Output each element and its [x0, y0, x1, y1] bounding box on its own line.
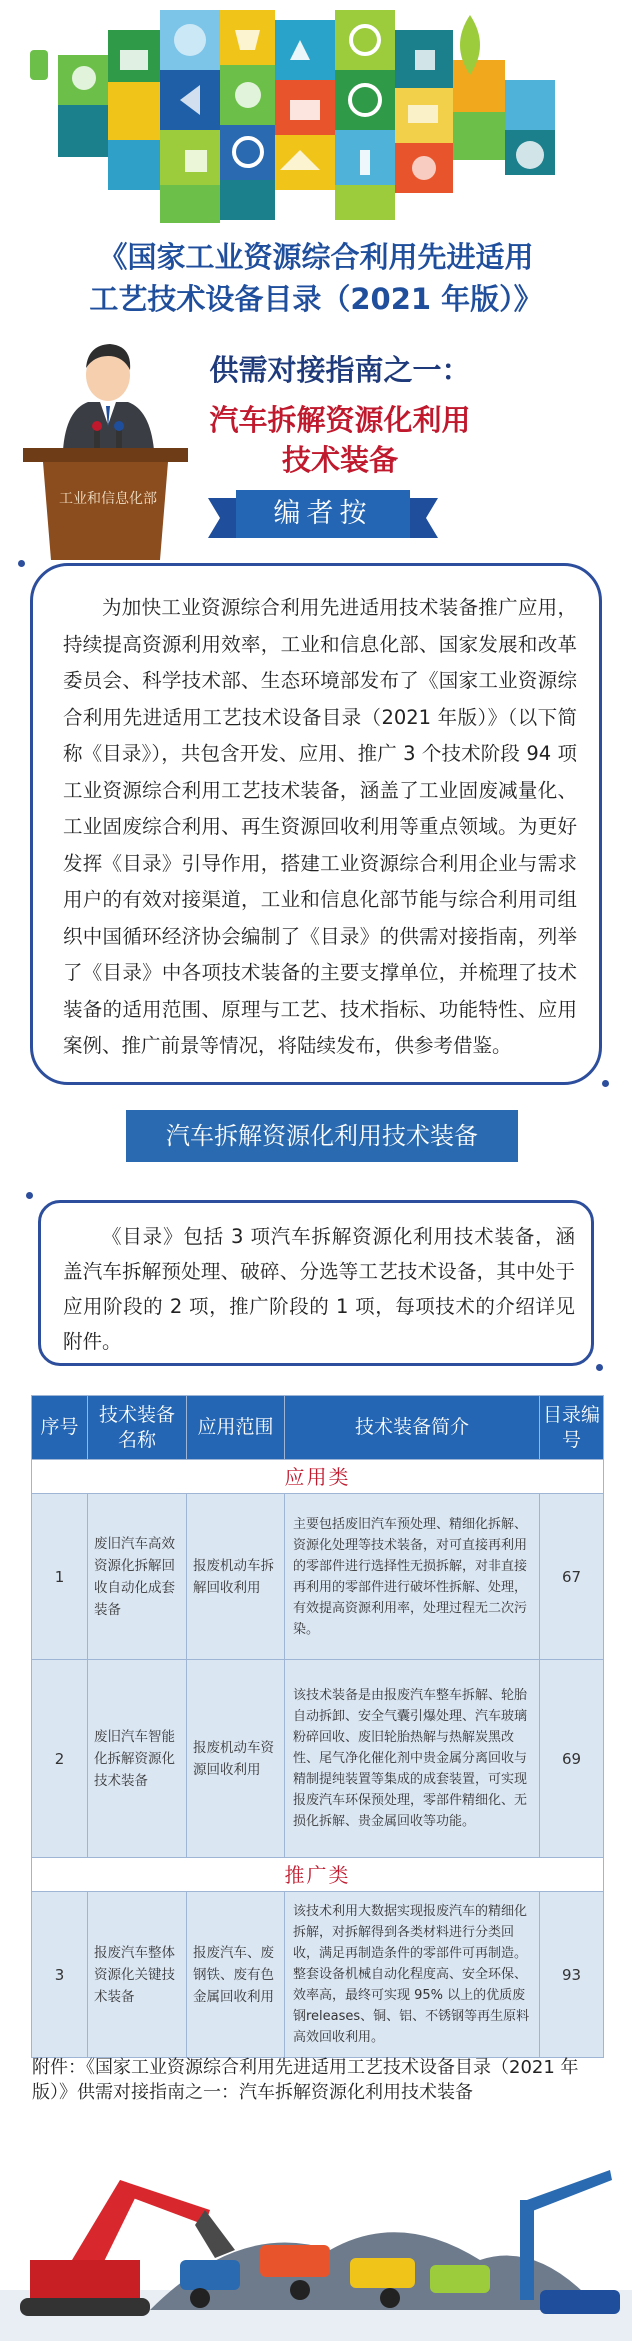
- row-desc: 主要包括废旧汽车预处理、精细化拆解、资源化处理等技术装备，对可直接再利用的零部件进行选择性无损拆解，对非直接再利用的零部件进行破坏性拆解、处理，有效提高资源利用率，处理过程无二次污染。: [285, 1494, 540, 1660]
- intro-text: 《目录》包括 3 项汽车拆解资源化利用技术装备，涵盖汽车拆解预处理、破碎、分选等工艺技术设备，其中处于应用阶段的 2 项，推广阶段的 1 项，每项技术的介绍详见附件。: [63, 1225, 575, 1353]
- podium-label: 工业和信息化部: [59, 491, 157, 507]
- category-label: 应用类: [32, 1460, 604, 1494]
- table-row: [32, 1660, 604, 1858]
- header-code: 目录编号: [540, 1396, 604, 1460]
- row-code: 69: [540, 1660, 604, 1858]
- editor-note-label: 编者按: [273, 498, 373, 529]
- decor-dot: [602, 1080, 609, 1087]
- row-no: 1: [32, 1494, 88, 1660]
- decor-dot: [26, 1192, 33, 1199]
- row-name: 废旧汽车高效资源化拆解回收自动化成套装备: [88, 1494, 187, 1660]
- category-row: [32, 1460, 604, 1494]
- section-title: 汽车拆解资源化利用技术装备: [126, 1110, 518, 1162]
- document-title: [40, 236, 592, 320]
- row-scope: 报废汽车、废钢铁、废有色金属回收利用: [187, 1892, 285, 2058]
- row-no: 3: [32, 1892, 88, 2058]
- category-row: [32, 1858, 604, 1892]
- guide-subtitle: 供需对接指南之一：: [209, 353, 471, 387]
- attachment-note: 附件：《国家工业资源综合利用先进适用工艺技术设备目录（2021 年版）》供需对接指南之一：汽车拆解资源化利用技术装备: [32, 2057, 579, 2103]
- row-desc: 该技术装备是由报废汽车整车拆解、轮胎自动拆卸、安全气囊引爆处理、汽车玻璃粉碎回收、废旧轮胎热解与热解炭黑改性、尾气净化催化剂中贵金属分离回收与精制提纯装置等集成的成套装置，可实现报废汽车环保预处理，零部件精细化、无损化拆解、贵金属回收等功能。: [285, 1660, 540, 1858]
- title-line-1: 《国家工业资源综合利用先进适用: [98, 240, 534, 274]
- row-code: 67: [540, 1494, 604, 1660]
- row-scope: 报废机动车拆解回收利用: [187, 1494, 285, 1660]
- row-name: 报废汽车整体资源化关键技术装备: [88, 1892, 187, 2058]
- editor-note-box: [30, 563, 602, 1085]
- header-desc: 技术装备简介: [285, 1396, 540, 1460]
- row-code: 93: [540, 1892, 604, 2058]
- guide-topic: [190, 400, 490, 480]
- guide-topic-line-2: 技术装备: [281, 443, 398, 477]
- table-row: [32, 1892, 604, 2058]
- table-row: [32, 1494, 604, 1660]
- table-header-row: [32, 1396, 604, 1460]
- header-scope: 应用范围: [187, 1396, 285, 1460]
- row-scope: 报废机动车资源回收利用: [187, 1660, 285, 1858]
- header-name: 技术装备名称: [88, 1396, 187, 1460]
- row-name: 废旧汽车智能化拆解资源化技术装备: [88, 1660, 187, 1858]
- header-no: 序号: [32, 1396, 88, 1460]
- header-mosaic-illustration: [0, 0, 632, 230]
- intro-box: [38, 1200, 594, 1366]
- editor-note-text: 为加快工业资源综合利用先进适用技术装备推广应用，持续提高资源利用效率，工业和信息化部、国家发展和改革委员会、科学技术部、生态环境部发布了《国家工业资源综合利用先进适用工艺技术设备目录（2021 年版）》（以下简称《目录》），共包含开发、应用、推广 3 个技术阶段 94 项工业资源综合利用工艺技术装备，涵盖了工业固废减量化、工业固废综合利用、再生资源回收利用等重点领域。为更好发挥《目录》引导作用，搭建工业资源综合利用企业与需求用户的有效对接渠道，工业和信息化部节能与综合利用司组织中国循环经济协会编制了《目录》的供需对接指南，列举了《目录》中各项技术装备的主要支撑单位，并梳理了技术装备的适用范围、原理与工艺、技术指标、功能特性、应用案例、推广前景等情况，将陆续发布，供参考借鉴。: [63, 596, 577, 1057]
- decor-dot: [596, 1364, 603, 1371]
- speaker-podium-illustration: [18, 330, 193, 565]
- category-label: 推广类: [32, 1858, 604, 1892]
- tech-equipment-table: [31, 1395, 603, 2058]
- scrap-car-illustration: [0, 2140, 632, 2341]
- decor-dot: [18, 560, 25, 567]
- row-no: 2: [32, 1660, 88, 1858]
- row-desc: 该技术利用大数据实现报废汽车的精细化拆解，对拆解得到各类材料进行分类回收，满足再制造条件的零部件可再制造。整套设备机械自动化程度高、安全环保、效率高，最终可实现 95% 以上的优质废钢releases、铜、铝、不锈钢等再生原料高效回收利用。: [285, 1892, 540, 2058]
- guide-topic-line-1: 汽车拆解资源化利用: [209, 403, 471, 437]
- title-line-2: 工艺技术设备目录（2021 年版）》: [89, 282, 543, 316]
